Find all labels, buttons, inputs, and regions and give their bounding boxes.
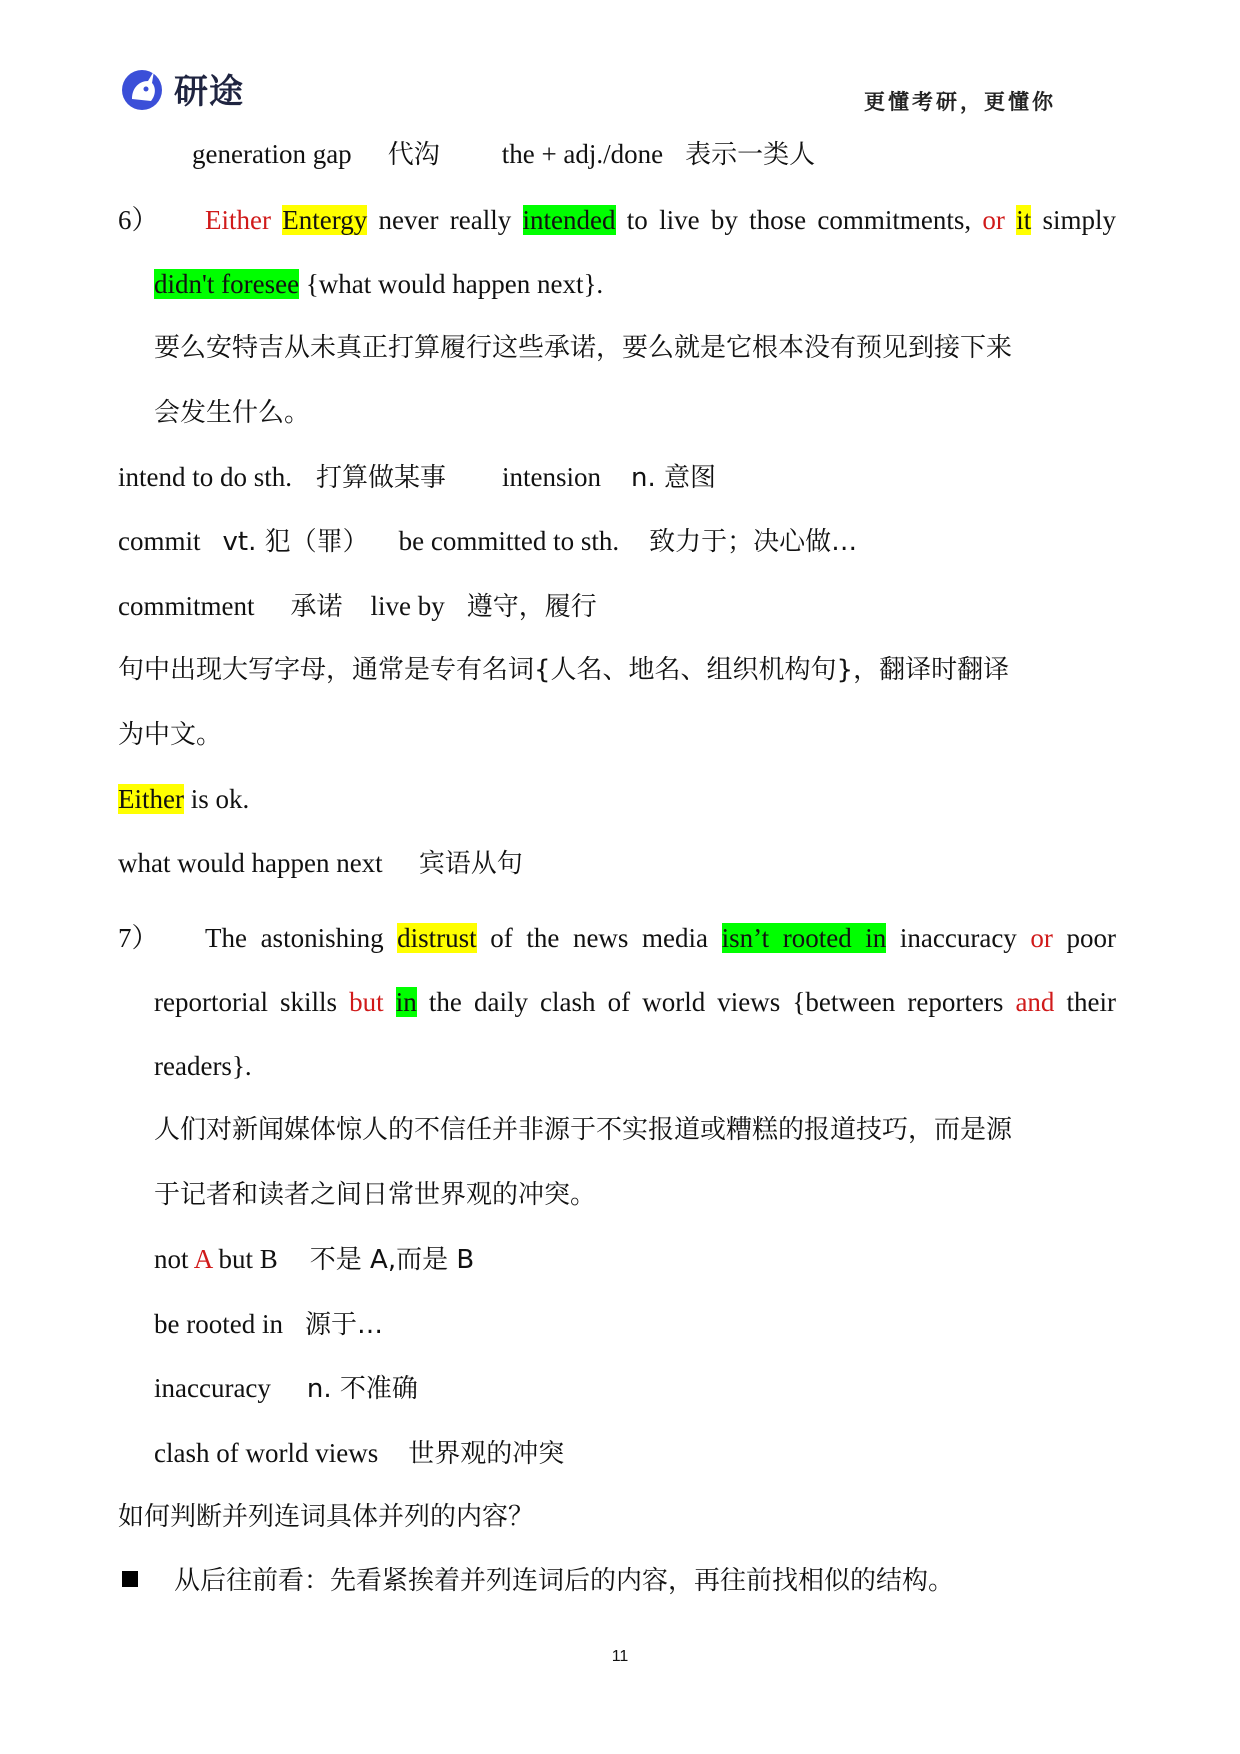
vocab-line-commit (118, 524, 857, 559)
text: inaccuracy (886, 923, 1031, 953)
text: is ok. (183, 784, 250, 814)
clause-type-line (118, 846, 523, 881)
question-line: 如何判断并列连词具体并列的内容？ (118, 1502, 535, 1532)
sentence-6-line-1 (205, 203, 1116, 237)
text: the daily clash of world views {between reporters (416, 987, 1016, 1017)
term-meaning: 遵守，履行 (466, 592, 597, 622)
sentence-7-line-2 (154, 985, 1116, 1019)
phrase-not-but (154, 1242, 474, 1277)
text: never really (367, 205, 523, 235)
highlight: didn't foresee (154, 269, 300, 299)
term-meaning: n. 意图 (631, 463, 717, 493)
conjunction: and (1015, 987, 1055, 1017)
term-highlight: A (193, 1244, 212, 1274)
sentence-7-number: 7） (118, 923, 159, 953)
vocab-line-commitment (118, 589, 597, 624)
either-ok-line (118, 782, 249, 816)
term-meaning: 代沟 (387, 140, 440, 170)
sentence-6-number: 6） (118, 205, 159, 235)
space (1005, 205, 1016, 235)
term-meaning: 不是 A,而是 B (309, 1245, 475, 1275)
text: of the news media (476, 923, 722, 953)
highlight: in (395, 987, 417, 1017)
highlight: intended (522, 205, 616, 235)
term: but B (211, 1244, 278, 1274)
term: not (154, 1244, 194, 1274)
highlight: Entergy (282, 205, 368, 235)
phrase-inaccuracy (154, 1371, 418, 1406)
text: reportorial skills (154, 987, 350, 1017)
term: clash of world views (154, 1438, 379, 1468)
page-header (118, 64, 1128, 124)
sentence-6-line-2 (154, 267, 603, 301)
highlight: it (1016, 205, 1032, 235)
text: their (1054, 987, 1116, 1017)
conjunction: but (349, 987, 384, 1017)
term-meaning: 源于… (304, 1310, 383, 1340)
term: be rooted in (154, 1309, 283, 1339)
highlight: isn’t rooted in (721, 923, 887, 953)
term-meaning: 宾语从句 (418, 849, 523, 879)
term: commitment (118, 591, 255, 621)
translation-7-line-1: 人们对新闻媒体惊人的不信任并非源于不实报道或糟糕的报道技巧，而是源 (154, 1115, 1013, 1145)
logo-text: 研途 (174, 72, 244, 112)
term-meaning: 表示一类人 (685, 140, 816, 170)
note-line-2: 为中文。 (118, 720, 223, 750)
phrase-clash (154, 1436, 564, 1471)
term: live by (370, 591, 445, 621)
vocab-line-generation-gap (192, 137, 815, 172)
bullet-text: 从后往前看：先看紧挨着并列连词后的内容，再往前找相似的结构。 (174, 1566, 955, 1596)
note-line-1: 句中出现大写字母，通常是专有名词{人名、地名、组织机构句}，翻译时翻译 (118, 655, 1010, 685)
translation-7-line-2: 于记者和读者之间日常世界观的冲突。 (154, 1180, 597, 1210)
term-meaning: 打算做某事 (316, 463, 447, 493)
term-meaning: 承诺 (290, 592, 343, 622)
highlight: Either (118, 784, 184, 814)
translation-6-line-2: 会发生什么。 (154, 398, 311, 428)
page-number: 11 (611, 1648, 629, 1665)
term: be committed to sth. (398, 526, 620, 556)
text: The astonishing (205, 923, 398, 953)
term-meaning: vt. 犯（罪） (222, 527, 369, 557)
conjunction: or (1030, 923, 1053, 953)
phrase-rooted-in (154, 1307, 383, 1342)
term: generation gap (192, 139, 352, 169)
vocab-line-intend (118, 460, 716, 495)
text: {what would happen next}. (299, 269, 604, 299)
square-bullet-icon (122, 1571, 138, 1587)
term: inaccuracy (154, 1373, 271, 1403)
space (384, 987, 396, 1017)
term-meaning: n. 不准确 (306, 1374, 418, 1404)
logo (118, 64, 244, 113)
term: what would happen next (118, 848, 383, 878)
header-slogan: 更懂考研，更懂你 (864, 90, 1056, 114)
text: simply (1031, 205, 1116, 235)
bullet-line (122, 1564, 954, 1598)
sentence-7-line-3: readers}. (154, 1051, 252, 1081)
unicorn-logo-icon (118, 65, 166, 113)
term: intension (502, 462, 602, 492)
term: commit (118, 526, 201, 556)
text: to live by those commitments, (615, 205, 983, 235)
text: poor (1052, 923, 1116, 953)
sentence-7-line-1 (205, 921, 1116, 955)
term-meaning: 致力于；决心做… (649, 527, 858, 557)
term-meaning: 世界观的冲突 (408, 1439, 565, 1469)
conjunction: Either (205, 205, 271, 235)
highlight: distrust (397, 923, 477, 953)
term: intend to do sth. (118, 462, 292, 492)
conjunction: or (982, 205, 1005, 235)
translation-6-line-1: 要么安特吉从未真正打算履行这些承诺，要么就是它根本没有预见到接下来 (154, 333, 1013, 363)
term: the + adj./done (501, 139, 664, 169)
